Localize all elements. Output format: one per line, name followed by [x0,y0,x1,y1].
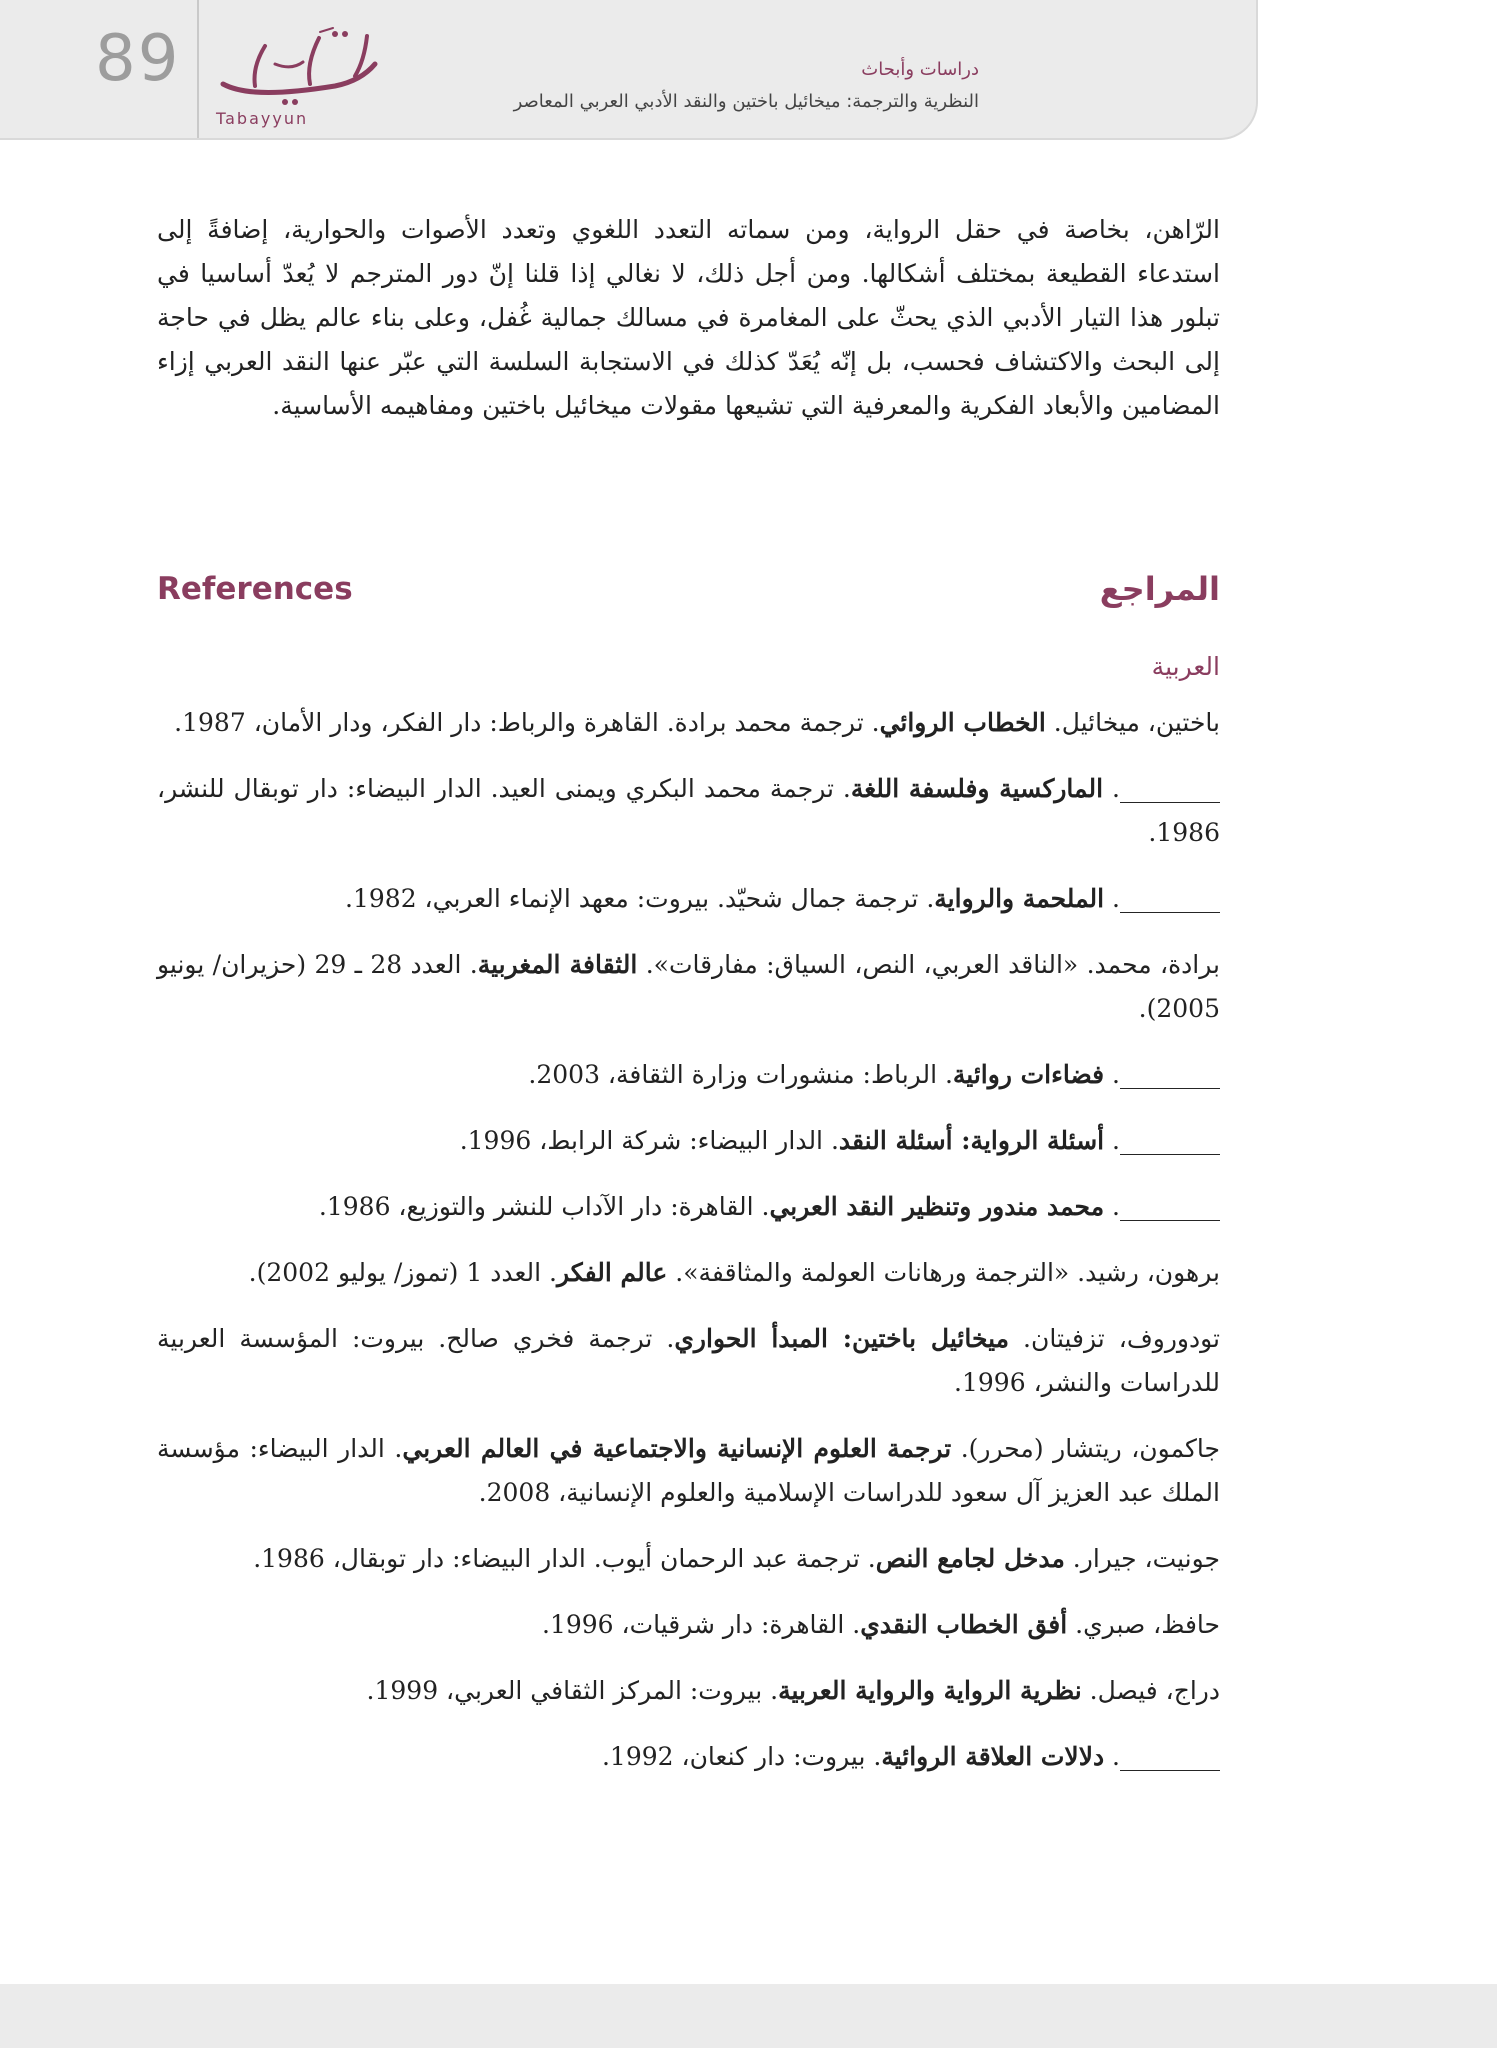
running-title: النظرية والترجمة: ميخائيل باختين والنقد الأدبي العربي المعاصر [513,91,979,112]
reference-item [157,701,1220,745]
references-subheading-arabic: العربية [1151,652,1220,681]
reference-post: . بيروت: المركز الثقافي العربي، 1999. [366,1676,779,1705]
reference-title: أفق الخطاب النقدي [860,1610,1068,1639]
header-divider [197,0,199,138]
reference-post: . الدار البيضاء: شركة الرابط، 1996. [459,1126,839,1155]
reference-pre: تودوروف، تزفيتان. [1009,1324,1220,1353]
reference-title: أسئلة الرواية: أسئلة النقد [838,1126,1105,1155]
page-number: 89 [95,22,181,96]
reference-post: . الرباط: منشورات وزارة الثقافة، 2003. [528,1060,953,1089]
reference-item [157,1053,1220,1097]
reference-post: . العدد 28 ـ 29 (حزيران/ يونيو 2005). [157,950,1220,1023]
reference-pre: باختين، ميخائيل. [1045,708,1220,737]
logo-wordmark: Tabayyun [216,109,309,128]
reference-pre: ________. [1103,774,1220,803]
reference-list [157,701,1220,1801]
reference-title: فضاءات روائية [952,1060,1105,1089]
reference-post: . ترجمة عبد الرحمان أيوب. الدار البيضاء: دار توبقال، 1986. [253,1544,876,1573]
reference-item [157,1537,1220,1581]
reference-title: دلالات العلاقة الروائية [881,1742,1105,1771]
reference-title: الماركسية وفلسفة اللغة [850,774,1104,803]
reference-post: . الدار البيضاء: مؤسسة الملك عبد العزيز آل سعود للدراسات الإسلامية والعلوم الإنسانية، 2008. [157,1434,1220,1507]
reference-title: عالم الفكر [557,1258,668,1287]
reference-title: محمد مندور وتنظير النقد العربي [769,1192,1105,1221]
reference-item [157,1251,1220,1295]
reference-pre: دراج، فيصل. [1081,1676,1220,1705]
reference-pre: ________. [1104,1060,1220,1089]
reference-item [157,767,1220,855]
reference-pre: ________. [1104,1742,1220,1771]
footer-band [0,1984,1497,2048]
references-heading-en: References [157,571,353,607]
reference-pre: ________. [1104,884,1220,913]
reference-post: . العدد 1 (تموز/ يوليو 2002). [248,1258,558,1287]
reference-post: . ترجمة محمد برادة. القاهرة والرباط: دار الفكر، ودار الأمان، 1987. [174,708,880,737]
reference-pre: برهون، رشيد. «الترجمة ورهانات العولمة والمثاقفة». [667,1258,1220,1287]
reference-item [157,1735,1220,1779]
reference-pre: برادة، محمد. «الناقد العربي، النص، السياق: مفارقات». [637,950,1220,979]
reference-post: . ترجمة جمال شحيّد. بيروت: معهد الإنماء العربي، 1982. [345,884,935,913]
reference-title: ميخائيل باختين: المبدأ الحواري [674,1324,1010,1353]
header-band [0,0,1258,140]
reference-post: . القاهرة: دار الآداب للنشر والتوزيع، 1986. [318,1192,770,1221]
body-paragraph: الرّاهن، بخاصة في حقل الرواية، ومن سماته التعدد اللغوي وتعدد الأصوات والحوارية، إضافةً إلى استدعاء القطيعة بمختلف أشكالها. ومن أجل ذلك، لا نغالي إذا قلنا إنّ دور المترجم لا يُعدّ أساسيا في تبلور هذا التيار الأدبي الذي يحثّ على المغامرة في مسالك جمالية غُفل، وعلى بناء عالم يظل في حاجة إلى البحث والاكتشاف فحسب، بل إنّه يُعَدّ كذلك في الاستجابة السلسة التي عبّر عنها النقد العربي إزاء المضامين والأبعاد الفكرية والمعرفية التي تشيعها مقولات ميخائيل باختين ومفاهيمه الأساسية. [157,215,1220,420]
reference-title: مدخل لجامع النص [875,1544,1065,1573]
reference-post: . بيروت: دار كنعان، 1992. [601,1742,882,1771]
reference-item [157,1427,1220,1515]
reference-pre: جاكمون، ريتشار (محرر). [951,1434,1220,1463]
reference-post: . ترجمة فخري صالح. بيروت: المؤسسة العربية للدراسات والنشر، 1996. [157,1324,1220,1397]
reference-title: الخطاب الروائي [879,708,1046,737]
reference-title: الثقافة المغربية [477,950,638,979]
references-heading-ar: المراجع [1099,570,1220,608]
reference-item [157,1185,1220,1229]
reference-item [157,877,1220,921]
reference-pre: ________. [1104,1192,1220,1221]
reference-post: . ترجمة محمد البكري ويمنى العيد. الدار البيضاء: دار توبقال للنشر، 1986. [157,774,1220,847]
reference-post: . القاهرة: دار شرقيات، 1996. [541,1610,861,1639]
reference-title: ترجمة العلوم الإنسانية والاجتماعية في العالم العربي [402,1434,952,1463]
reference-item [157,943,1220,1031]
journal-section: دراسات وأبحاث [861,59,979,80]
reference-title: الملحمة والرواية [934,884,1105,913]
reference-item [157,1317,1220,1405]
reference-pre: جونيت، جيرار. [1064,1544,1220,1573]
reference-pre: ________. [1104,1126,1220,1155]
reference-item [157,1669,1220,1713]
reference-item [157,1603,1220,1647]
reference-pre: حافظ، صبري. [1067,1610,1220,1639]
reference-item [157,1119,1220,1163]
reference-title: نظرية الرواية والرواية العربية [778,1676,1082,1705]
